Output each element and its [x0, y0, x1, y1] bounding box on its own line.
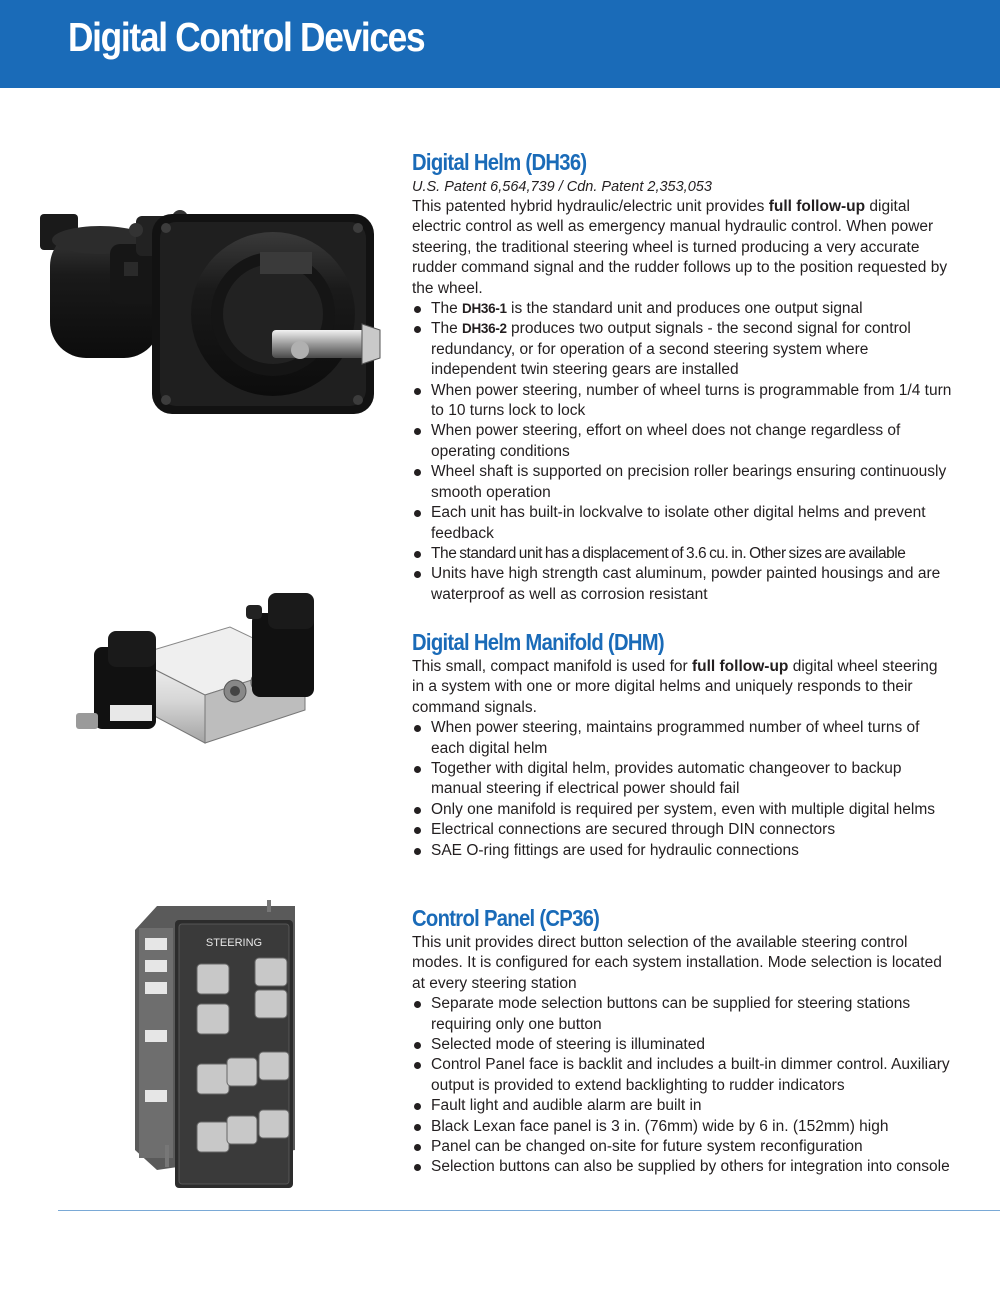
- list-item: Selection buttons can also be supplied by others for integration into console: [412, 1157, 952, 1177]
- list-item: Wheel shaft is supported on precision roller bearings ensuring continuously smooth operation: [412, 462, 952, 503]
- bullet-icon: [414, 1124, 421, 1131]
- list-item: Control Panel face is backlit and includes a built-in dimmer control. Auxiliary output is provided to extend backlighting to rudder indicators: [412, 1055, 952, 1096]
- feature-list: [412, 994, 952, 1178]
- bullet-icon: [414, 428, 421, 435]
- section-intro: This patented hybrid hydraulic/electric unit provides full follow-up digital electric control as well as emergency manual hydraulic control. When power steering, the traditional steering wheel is turned producing a very accurate rudder command signal and the rudder follows up to the position requested by the wheel.: [412, 198, 948, 297]
- list-item: Separate mode selection buttons can be supplied for steering stations requiring only one button: [412, 994, 952, 1035]
- bullet-icon: [414, 388, 421, 395]
- list-item: Together with digital helm, provides automatic changeover to backup manual steering if electrical power should fail: [412, 759, 952, 800]
- bullet-icon: [414, 725, 421, 732]
- digital-helm-section: [412, 148, 952, 605]
- title-banner: [0, 0, 1000, 88]
- feature-list: [412, 299, 952, 605]
- panel-header-label: STEERING: [205, 937, 263, 949]
- section-title: Digital Helm Manifold (DHM): [412, 629, 664, 655]
- section-title: Control Panel (CP36): [412, 905, 600, 931]
- manifold-section: [412, 628, 952, 861]
- bullet-icon: [414, 827, 421, 834]
- list-item: The DH36-1 is the standard unit and produces one output signal: [412, 299, 952, 319]
- manifold-photo: [70, 585, 340, 755]
- list-item: Only one manifold is required per system, even with multiple digital helms: [412, 800, 952, 820]
- section-intro: This small, compact manifold is used for full follow-up digital wheel steering in a system with one or more digital helms and uniquely responds to their command signals.: [412, 658, 938, 716]
- list-item: SAE O-ring fittings are used for hydraulic connections: [412, 841, 952, 861]
- bullet-icon: [414, 1164, 421, 1171]
- list-item: When power steering, effort on wheel does not change regardless of operating conditions: [412, 421, 952, 462]
- control-panel-photo: [135, 900, 305, 1190]
- feature-list: [412, 718, 952, 861]
- bullet-icon: [414, 306, 421, 313]
- control-panel-section: [412, 904, 952, 1178]
- page-title: Digital Control Devices: [68, 14, 425, 60]
- bullet-icon: [414, 848, 421, 855]
- bullet-icon: [414, 807, 421, 814]
- bullet-icon: [414, 1144, 421, 1151]
- footer-divider: [58, 1210, 1000, 1211]
- bullet-icon: [414, 766, 421, 773]
- list-item: When power steering, maintains programmed number of wheel turns of each digital helm: [412, 718, 952, 759]
- bullet-icon: [414, 1001, 421, 1008]
- bullet-icon: [414, 510, 421, 517]
- list-item: Electrical connections are secured through DIN connectors: [412, 820, 952, 840]
- section-intro: This unit provides direct button selection of the available steering control modes. It is configured for each system installation. Mode selection is located at every steering station: [412, 934, 942, 992]
- list-item: The standard unit has a displacement of 3.6 cu. in. Other sizes are available: [412, 544, 952, 564]
- bullet-icon: [414, 326, 421, 333]
- list-item: Each unit has built-in lockvalve to isolate other digital helms and prevent feedback: [412, 503, 952, 544]
- bullet-icon: [414, 571, 421, 578]
- bullet-icon: [414, 551, 421, 558]
- list-item: Selected mode of steering is illuminated: [412, 1035, 952, 1055]
- bullet-icon: [414, 1042, 421, 1049]
- bullet-icon: [414, 469, 421, 476]
- bullet-icon: [414, 1103, 421, 1110]
- list-item: Black Lexan face panel is 3 in. (76mm) wide by 6 in. (152mm) high: [412, 1117, 952, 1137]
- list-item: Fault light and audible alarm are built in: [412, 1096, 952, 1116]
- list-item: The DH36-2 produces two output signals - the second signal for control redundancy, or for operation of a second steering system where independent twin steering gears are installed: [412, 319, 952, 380]
- patent-number: U.S. Patent 6,564,739 / Cdn. Patent 2,353,053: [412, 179, 712, 195]
- list-item: When power steering, number of wheel turns is programmable from 1/4 turn to 10 turns lock to lock: [412, 381, 952, 422]
- bullet-icon: [414, 1062, 421, 1069]
- list-item: Panel can be changed on-site for future system reconfiguration: [412, 1137, 952, 1157]
- section-title: Digital Helm (DH36): [412, 149, 587, 175]
- digital-helm-photo: [40, 200, 390, 440]
- list-item: Units have high strength cast aluminum, powder painted housings and are waterproof as well as corrosion resistant: [412, 564, 952, 605]
